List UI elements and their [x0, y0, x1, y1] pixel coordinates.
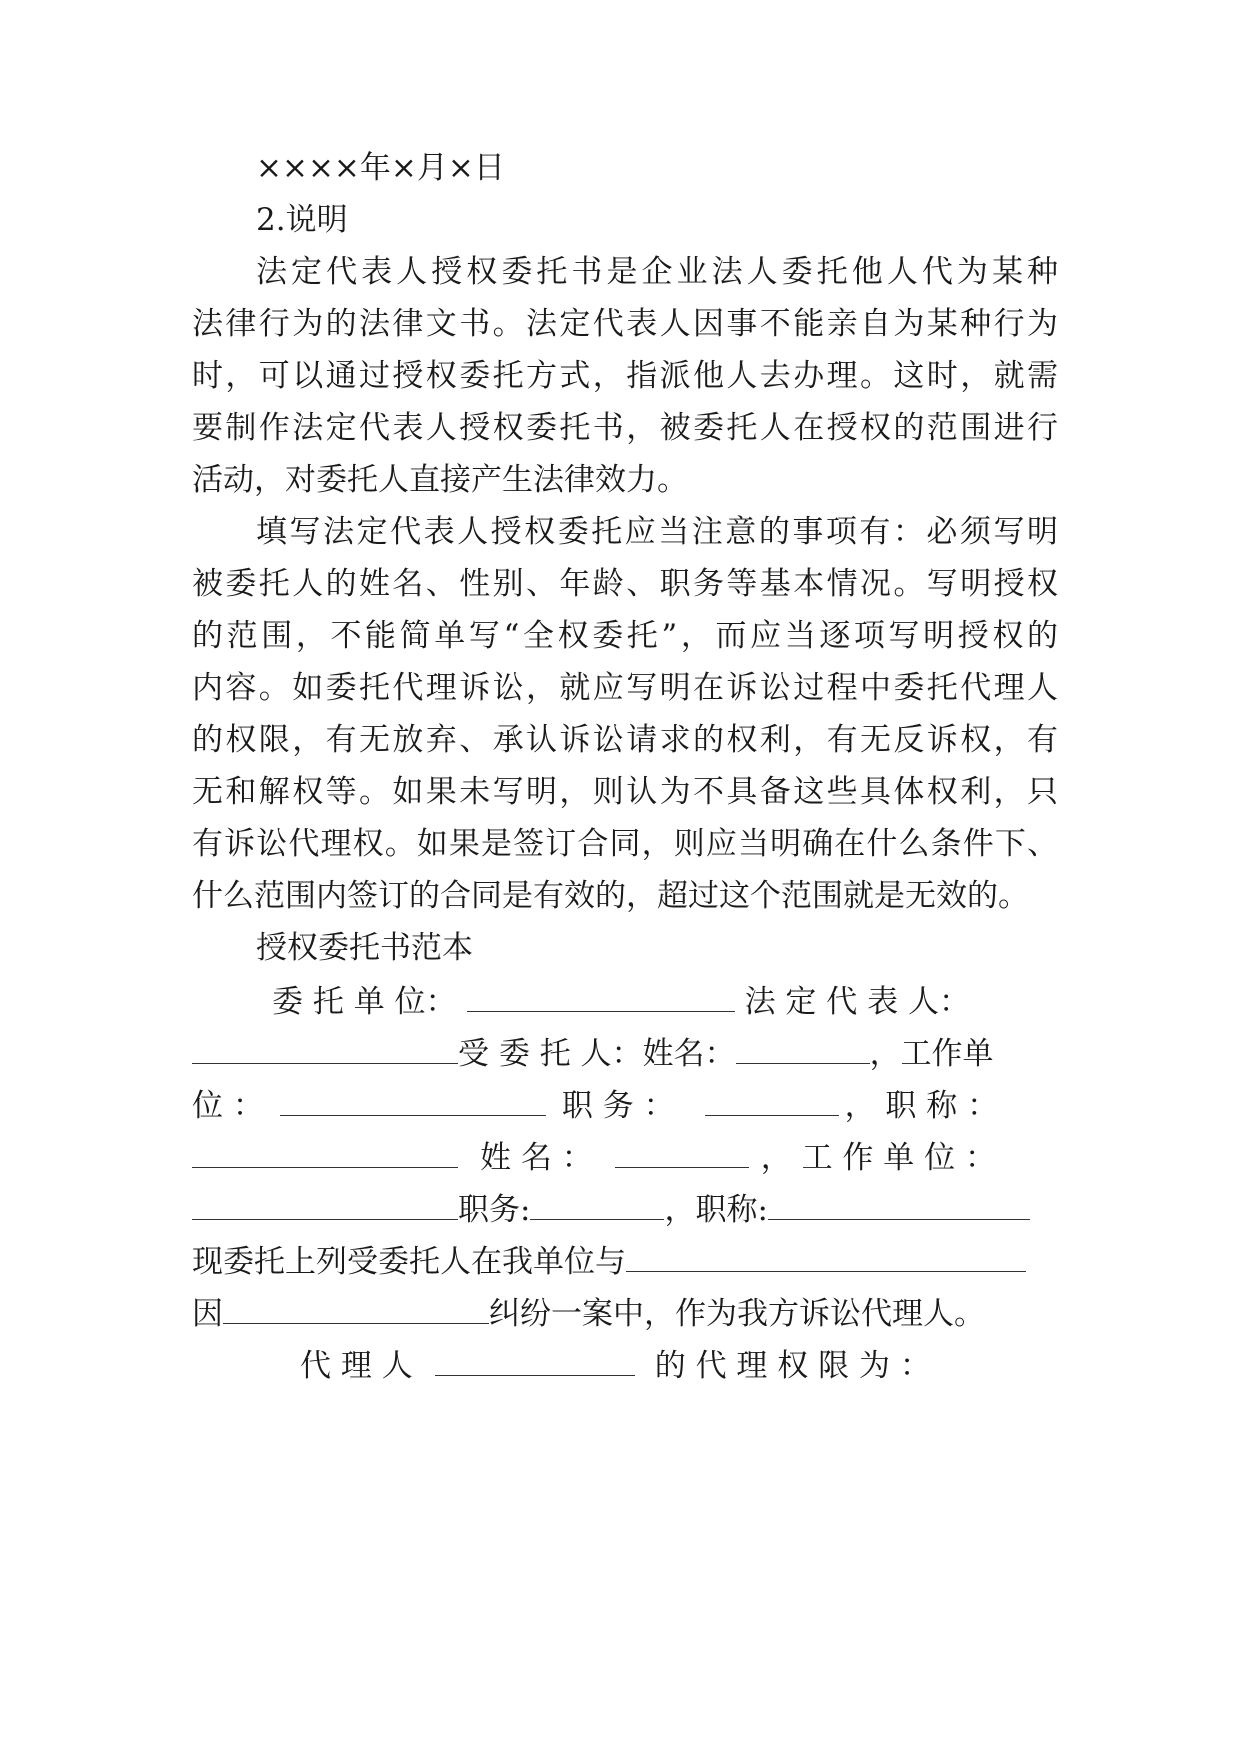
template-title: 授权委托书范本	[256, 930, 473, 966]
date-line: ××××年×月×日	[256, 150, 505, 186]
cause-blank	[223, 1295, 489, 1324]
position-blank-1	[705, 1087, 839, 1116]
authority-label: 的 代 理 权 限 为 ：	[654, 1348, 931, 1384]
para2-line-8: 什么范围内签订的合同是有效的，超过这个范围就是无效的。	[192, 878, 1029, 914]
title-blank-1	[192, 1139, 458, 1168]
agent-label: 代 理 人	[300, 1348, 413, 1384]
form-line-5	[192, 1190, 1058, 1230]
work-unit-label-2: ， 工 作 单 位 ：	[760, 1140, 996, 1176]
para2-line-3: 的范围，不能简单写“全权委托”，而应当逐项写明授权的	[192, 618, 1058, 654]
work-unit-blank-1	[280, 1087, 546, 1116]
trustee-label: 受 委 托 人：姓名：	[458, 1036, 736, 1072]
para2-line-4: 内容。如委托代理诉讼，就应写明在诉讼过程中委托代理人	[192, 670, 1058, 706]
para1-line-3: 时，可以通过授权委托方式，指派他人去办理。这时，就需	[192, 358, 1058, 394]
entrusting-unit-label: 委 托 单 位：	[272, 984, 457, 1020]
para1-line-1: 法定代表人授权委托书是企业法人委托他人代为某种	[256, 254, 1058, 290]
para1-line-2: 法律行为的法律文书。法定代表人因事不能亲自为某种行为	[192, 306, 1058, 342]
form-line-4	[192, 1138, 1058, 1178]
para1-line-4: 要制作法定代表人授权委托书，被委托人在授权的范围进行	[192, 410, 1058, 446]
legal-rep-blank	[192, 1035, 458, 1064]
counterparty-blank	[626, 1243, 1026, 1272]
title-blank-2	[768, 1191, 1030, 1220]
case-text: 纠纷一案中，作为我方诉讼代理人。	[489, 1296, 985, 1332]
title-label-1: ， 职 称 ：	[844, 1088, 999, 1124]
para1-line-5: 活动，对委托人直接产生法律效力。	[192, 462, 688, 498]
legal-rep-label: 法 定 代 表 人：	[744, 984, 970, 1020]
entrusting-unit-blank	[467, 983, 735, 1012]
position-label-2: 职务:	[458, 1192, 531, 1228]
para2-line-5: 的权限，有无放弃、承认诉讼请求的权利，有无反诉权，有	[192, 722, 1058, 758]
position-blank-2	[530, 1191, 664, 1220]
form-line-2	[192, 1034, 1058, 1074]
work-unit-label-1b: 位 ：	[192, 1088, 264, 1124]
form-line-8	[300, 1346, 1058, 1386]
title-label-2: ，职称:	[664, 1192, 768, 1228]
work-unit-blank-2	[192, 1191, 458, 1220]
form-line-7	[192, 1294, 1058, 1334]
cause-label: 因	[192, 1296, 223, 1332]
para2-line-6: 无和解权等。如果未写明，则认为不具备这些具体权利，只	[192, 774, 1058, 810]
form-line-1	[272, 982, 1058, 1022]
form-line-6	[192, 1242, 1058, 1282]
trustee-name-blank	[736, 1035, 870, 1064]
entrust-text: 现委托上列受委托人在我单位与	[192, 1244, 626, 1280]
form-line-3	[192, 1086, 1058, 1126]
name-blank-2	[615, 1139, 749, 1168]
section-title: 2.说明	[256, 202, 348, 238]
name-label-2: 姓 名 ：	[480, 1140, 593, 1176]
para2-line-2: 被委托人的姓名、性别、年龄、职务等基本情况。写明授权	[192, 566, 1058, 602]
work-unit-label-1: ，工作单	[869, 1036, 994, 1072]
para2-line-7: 有诉讼代理权。如果是签订合同，则应当明确在什么条件下、	[192, 826, 1058, 862]
para2-line-1: 填写法定代表人授权委托应当注意的事项有：必须写明	[256, 514, 1058, 550]
position-label-1: 职 务 ：	[561, 1088, 675, 1124]
agent-blank	[435, 1347, 635, 1376]
